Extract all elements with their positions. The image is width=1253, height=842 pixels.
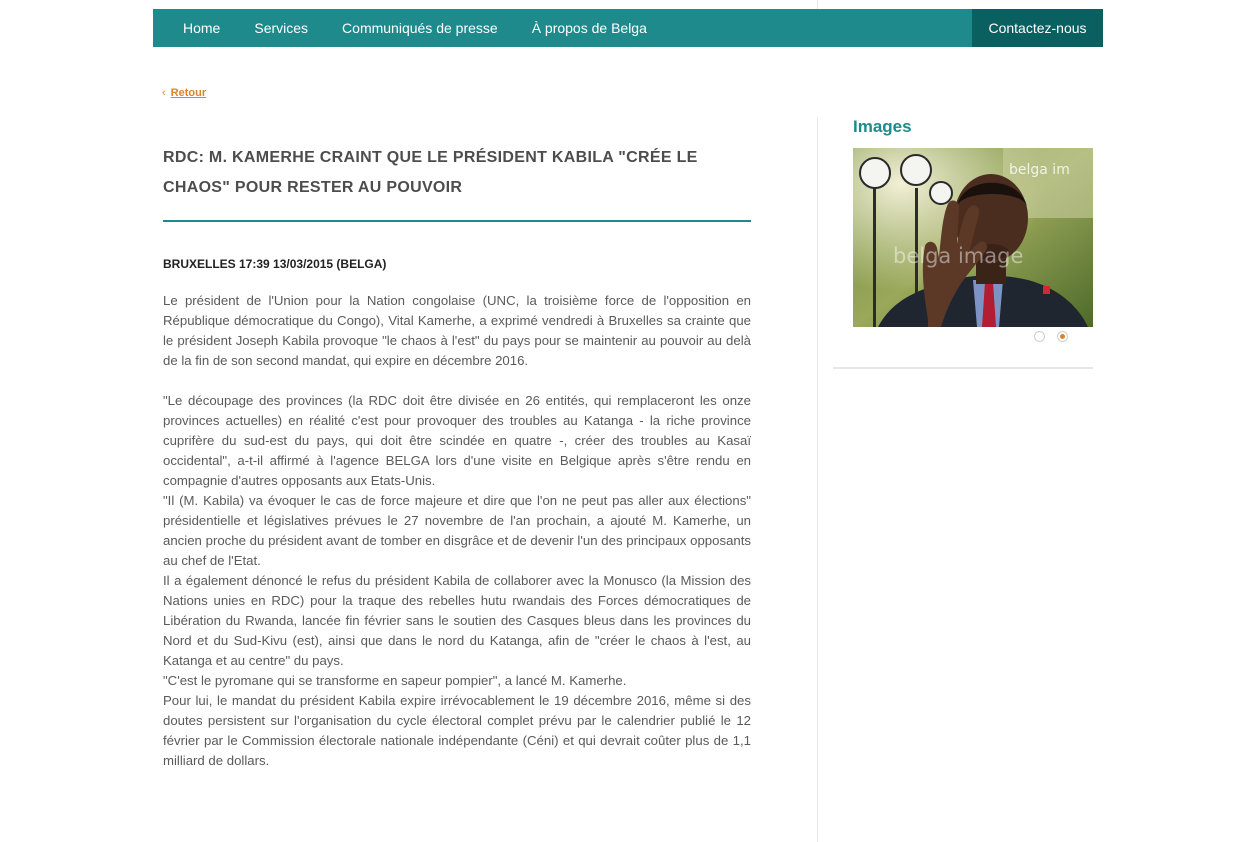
article-photo[interactable] <box>853 148 1093 327</box>
nav-about-belga[interactable]: À propos de Belga <box>531 20 647 36</box>
article-paragraph: "C'est le pyromane qui se transforme en sapeur pompier", a lancé M. Kamerhe. <box>163 673 627 688</box>
article-paragraph: Il a également dénoncé le refus du président Kabila de collaborer avec la Monusco (la Mission des Nations unies en RDC) pour la traque des rebelles hutu rwandais des Forces démocratiques de Libération du Rwanda, lancée fin février sans le soutien des Casques bleus dans les provinces du Nord et du Sud-Kivu (est), ainsi que dans le nord du Katanga, afin de "créer le chaos à l'est, au Katanga et au centre" du pays. <box>163 573 751 668</box>
carousel-dot-1[interactable] <box>1034 331 1045 342</box>
article-paragraph: "Il (M. Kabila) va évoquer le cas de force majeure et dire que l'on ne peut pas aller aux élections" présidentielle et législatives prévues le 27 novembre de l'an prochain, a ajouté M. Kamerhe, un ancien proche du président avant de tomber en disgrâce et de devenir l'un des principaux opposants au chef de l'Etat. <box>163 493 751 568</box>
article-title: RDC: M. KAMERHE CRAINT QUE LE PRÉSIDENT KABILA "CRÉE LE CHAOS" POUR RESTER AU POUVOIR <box>163 149 698 196</box>
article-paragraph: Le président de l'Union pour la Nation congolaise (UNC, la troisième force de l'opposition en République démocratique du Congo), Vital Kamerhe, a exprimé vendredi à Bruxelles sa crainte que le président Joseph Kabila provoque "le chaos à l'est" du pays pour se maintenir au pouvoir au delà de la fin de son second mandat, qui expire en décembre 2016. <box>163 293 751 368</box>
chevron-left-icon: ‹ <box>162 87 166 99</box>
nav-press-releases[interactable]: Communiqués de presse <box>342 20 498 36</box>
article-body <box>163 291 751 771</box>
top-divider <box>817 0 818 9</box>
title-divider <box>163 220 751 222</box>
nav-contact-button[interactable]: Contactez-nous <box>972 9 1103 47</box>
nav-home[interactable]: Home <box>183 20 221 36</box>
back-link-label: Retour <box>170 87 207 99</box>
sidebar-divider <box>833 367 1093 369</box>
watermark-large: belga image <box>893 244 1024 268</box>
watermark-small: belga im <box>1009 162 1070 178</box>
article-paragraph: "Le découpage des provinces (la RDC doit être divisée en 26 entités, qui remplaceront les onze provinces actuelles) en réalité c'est pour provoquer des troubles au Katanga - la riche province cuprifère du sud-est du pays, qui doit être scindée en quatre -, créer des troubles au Kasaï occidental", a-t-il affirmé à l'agence BELGA lors d'une visite en Belgique après s'être rendu en compagnie d'autres opposants aux Etats-Unis. <box>163 393 751 488</box>
carousel-dot-2-active[interactable] <box>1057 331 1068 342</box>
column-divider <box>817 118 818 842</box>
nav-services[interactable]: Services <box>254 20 309 36</box>
article-dateline: BRUXELLES 17:39 13/03/2015 (BELGA) <box>163 257 387 271</box>
article-paragraph: Pour lui, le mandat du président Kabila expire irrévocablement le 19 décembre 2016, même si des doutes persistent sur l'organisation du cycle électoral complet prévu par le calendrier publié le 12 février par le Commission électorale nationale indépendante (Céni) et qui devrait coûter plus de 1,1 milliard de dollars. <box>163 693 751 768</box>
back-link[interactable] <box>162 87 206 99</box>
images-heading: Images <box>853 117 912 136</box>
main-navigation <box>153 9 1103 47</box>
